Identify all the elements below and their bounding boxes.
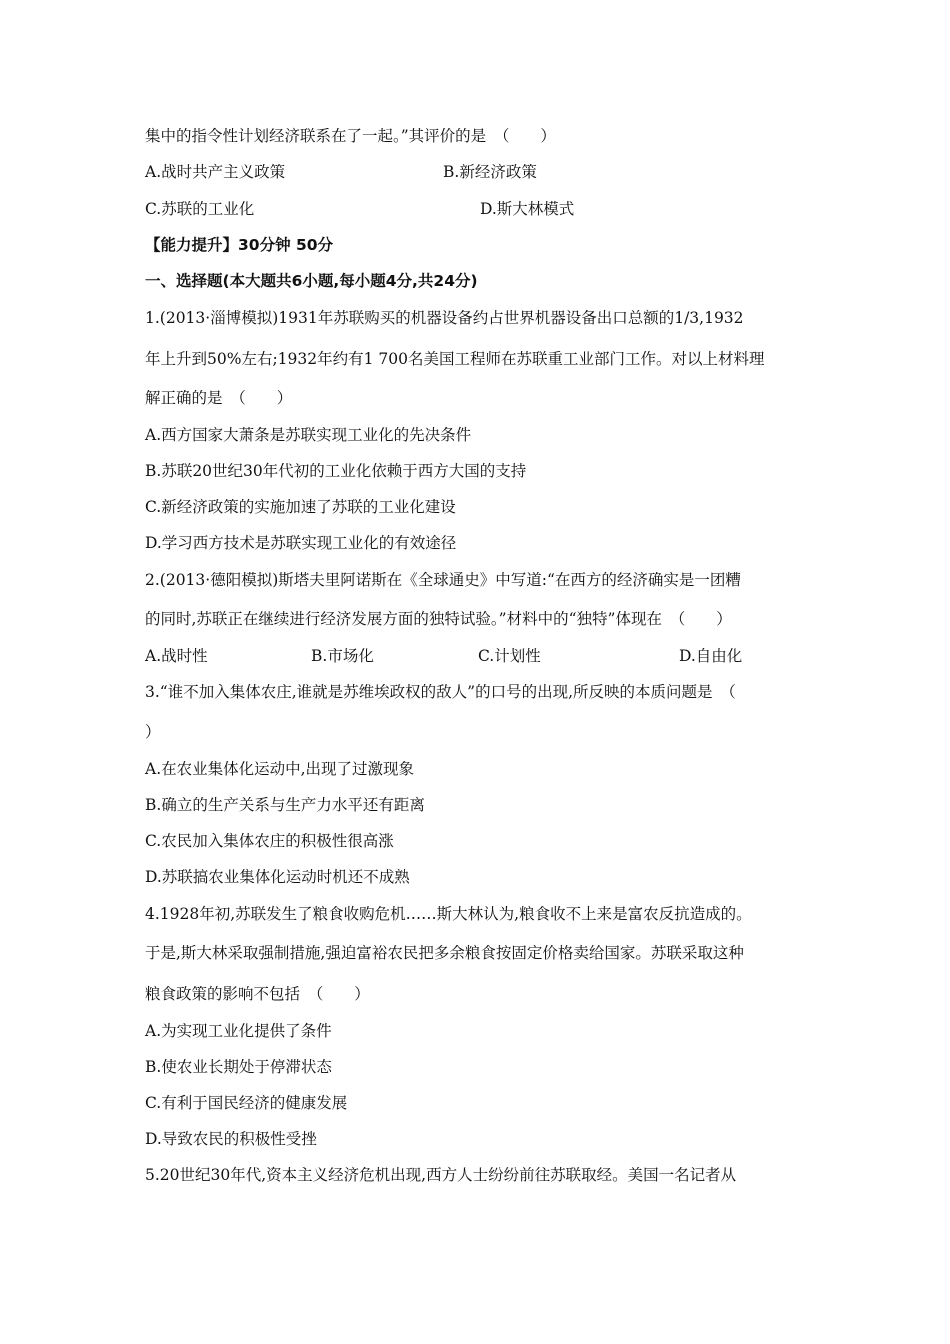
question-5-line-1: 5.20世纪30年代,资本主义经济危机出现,西方人士纷纷前往苏联取经。美国一名记者从: [145, 1166, 737, 1184]
question-3-option-a: A.在农业集体化运动中,出现了过激现象: [145, 760, 415, 778]
question-3-line-2: ）: [145, 723, 161, 741]
option-b: B.新经济政策: [443, 163, 537, 181]
question-4-option-d: D.导致农民的积极性受挫: [145, 1130, 317, 1148]
question-1-line-1: 1.(2013·淄博模拟)1931年苏联购买的机器设备约占世界机器设备出口总额的1/3,1932: [145, 309, 744, 327]
question-2-line-2: 的同时,苏联正在继续进行经济发展方面的独特试验。”材料中的“独特”体现在 （ ）: [145, 610, 732, 628]
question-4-option-a: A.为实现工业化提供了条件: [145, 1022, 332, 1040]
question-3-option-b: B.确立的生产关系与生产力水平还有距离: [145, 796, 425, 814]
option-c: C.苏联的工业化: [145, 200, 255, 218]
question-1-option-a: A.西方国家大萧条是苏联实现工业化的先决条件: [145, 426, 472, 444]
section-subheading: 一、选择题(本大题共6小题,每小题4分,共24分): [145, 272, 478, 290]
question-4-line-1: 4.1928年初,苏联发生了粮食收购危机……斯大林认为,粮食收不上来是富农反抗造成的。: [145, 905, 752, 923]
question-1-option-c: C.新经济政策的实施加速了苏联的工业化建设: [145, 498, 456, 516]
question-2-line-1: 2.(2013·德阳模拟)斯塔夫里阿诺斯在《全球通史》中写道:“在西方的经济确实是一团糟: [145, 571, 741, 589]
question-stem-line: 集中的指令性计划经济联系在了一起。”其评价的是 （ ）: [145, 127, 556, 145]
question-2-option-c: C.计划性: [478, 647, 541, 665]
question-1-option-b: B.苏联20世纪30年代初的工业化依赖于西方大国的支持: [145, 462, 527, 480]
question-3-option-c: C.农民加入集体农庄的积极性很高涨: [145, 832, 394, 850]
question-4-line-3: 粮食政策的影响不包括 （ ）: [145, 985, 370, 1003]
question-1-line-3: 解正确的是 （ ）: [145, 389, 293, 407]
question-2-option-d: D.自由化: [679, 647, 743, 665]
question-3-option-d: D.苏联搞农业集体化运动时机还不成熟: [145, 868, 410, 886]
question-1-option-d: D.学习西方技术是苏联实现工业化的有效途径: [145, 534, 457, 552]
question-4-option-b: B.使农业长期处于停滞状态: [145, 1058, 332, 1076]
option-d: D.斯大林模式: [480, 200, 575, 218]
question-2-option-b: B.市场化: [311, 647, 374, 665]
option-a: A.战时共产主义政策: [145, 163, 286, 181]
question-4-line-2: 于是,斯大林采取强制措施,强迫富裕农民把多余粮食按固定价格卖给国家。苏联采取这种: [145, 944, 744, 962]
question-2-option-a: A.战时性: [145, 647, 208, 665]
question-1-line-2: 年上升到50%左右;1932年约有1 700名美国工程师在苏联重工业部门工作。对以上材料理: [145, 350, 765, 368]
section-heading: 【能力提升】30分钟 50分: [145, 236, 334, 254]
question-4-option-c: C.有利于国民经济的健康发展: [145, 1094, 348, 1112]
question-3-line-1: 3.“谁不加入集体农庄,谁就是苏维埃政权的敌人”的口号的出现,所反映的本质问题是 （: [145, 683, 736, 701]
